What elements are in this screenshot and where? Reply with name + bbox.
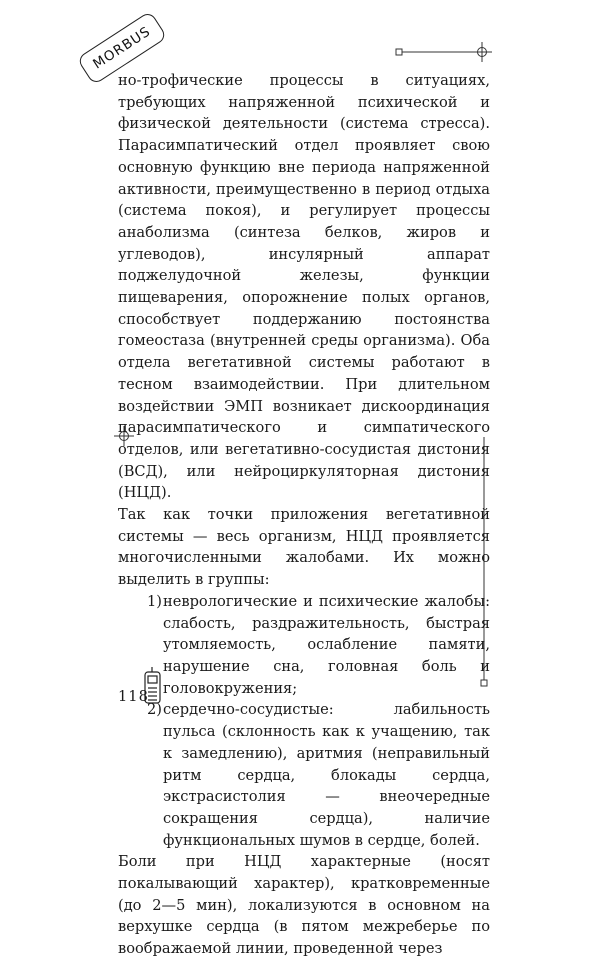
list-text: неврологические и психические жалобы: слабость, раздражительность, быстрая утомляемость, ослабление памяти, нарушение сна, головная боль и головокружения; <box>163 592 490 697</box>
paragraph-3: Боли при НЦД характерные (носят покалывающий характер), кратковременные (до 2—5 мин), локализуются в основном на верхушке сердца (в пятом межреберье по воображаемой линии, проведенной через <box>118 853 490 958</box>
list-item <box>118 591 490 700</box>
top-rule <box>396 42 492 62</box>
list-item <box>118 699 490 851</box>
paragraph-1: но-трофические процессы в ситуациях, требующих напряженной психической и физической деятельности (система стресса). Парасимпатический отдел проявляет свою основную функцию вне периода напряженной активности, преимущественно в период отдыха (система покоя), и регулирует процессы анаболизма (синтеза белков, жиров и углеводов), инсулярный аппарат поджелудочной железы, функции пищеварения, опорожнение полых органов, способствует поддержанию постоянства гомеостаза (внутренней среды организма). Оба отдела вегетативной системы работают в тесном взаимодействии. При длительном воздействии ЭМП возникает дискоординация парасимпатического и симпатического отделов, или вегетативно-сосудистая дистония (ВСД), или нейроциркуляторная дистония (НЦД). <box>118 72 490 502</box>
complaint-groups <box>118 591 490 851</box>
list-number: 2) <box>147 701 162 719</box>
page-number: 118 <box>118 688 149 705</box>
list-text: сердечно-сосудистые: лабильность пульса (склонность как к учащению, так к замедлению), аритмия (неправильный ритм сердца, блокады сердца, экстрасистолия — внеочередные сокращения сердца), наличие функциональных шумов в сердце, болей. <box>163 701 490 849</box>
page-body <box>118 70 490 960</box>
paragraph-2: Так как точки приложения вегетативной системы — весь организм, НЦД проявляется многочисленными жалобами. Их можно выделить в группы: <box>118 506 490 589</box>
morbus-badge: MORBUS <box>76 11 167 86</box>
list-number: 1) <box>147 592 162 610</box>
